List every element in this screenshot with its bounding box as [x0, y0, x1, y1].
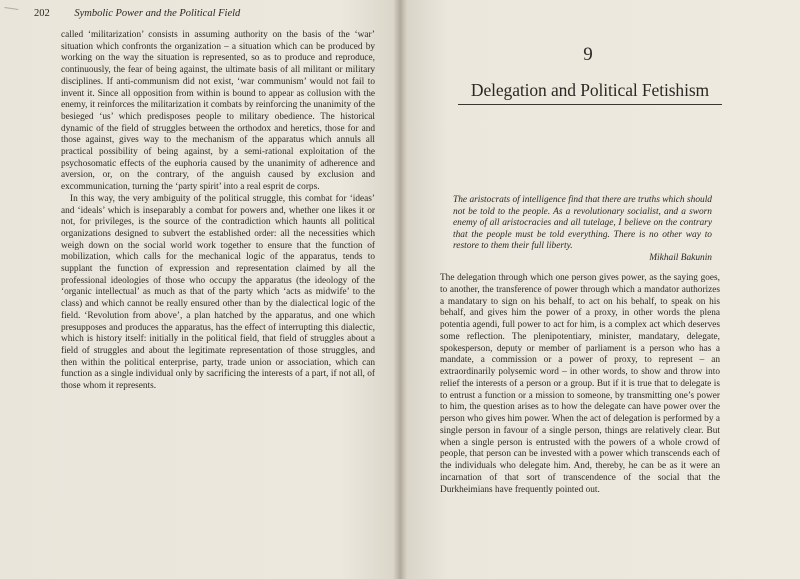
running-title: Symbolic Power and the Political Field: [74, 8, 241, 19]
paragraph: called ‘militarization’ consists in assuming authority on the basis of the ‘war’ situation which confronts the organization – a situation which can be produced by working on the way the situation is represented, so as to produce and reproduce, continuously, the fear of being against, the ultimate basis of all militant or military disciplines. If anti-communism did not exist, ‘war communism’ would not fail to invent it. Since all opposition from within is bound to appear as collusion with the enemy, it reinforces the militarization it combats by reinforcing the unanimity of the besieged ‘us’ which predisposes people to military obedience. The historical dynamic of the field of struggles between the orthodox and heretics, those for and those against, gives way to the mechanism of the apparatus which annuls all practical possibility of being against, by a semi-rational exploitation of the psychosomatic effects of the euphoria caused by the unanimity of adherence and aversion, or, on the contrary, of the anguish caused by exclusion and excommunication, turning the ‘party spirit’ into a real esprit de corps.: [61, 30, 375, 193]
epigraph: [453, 195, 712, 265]
left-body-text: [61, 30, 375, 393]
paragraph: The delegation through which one person gives power, as the saying goes, to another, the transference of power through which a mandator authorizes a mandatary to sign on his behalf, to act on his behalf, to speak on his behalf, and gives him the power of a proxy, in other words the plena potentia agendi, full power to act for him, is a complex act which deserves some reflection. The plenipotentiary, minister, mandatary, delegate, spokesperson, deputy or member of parliament is a person who has a mandate, a commission or a power of proxy, to represent – an extraordinarily polysemic word – in other words, to show and throw into relief the interests of a person or a group. But if it is true that to delegate is to entrust a function or a mission to someone, by transmitting one’s power to him, the question arises as to how the delegate can have power over the person who gives him power. When the act of delegation is performed by a single person in favour of a single person, things are relatively clear. But when a single person is entrusted with the powers of a whole crowd of people, that person can be invested with a power which transcends each of the individuals who delegate him. And, thereby, he can be as it were an incarnation of that sort of transcendence of the social that the Durkheimians have frequently pointed out.: [440, 273, 720, 495]
chapter-number: 9: [583, 44, 593, 65]
epigraph-text: The aristocrats of intelligence find that there are truths which should not be told to the people. As a revolutionary socialist, and a sworn enemy of all aristocracies and all tutelage, I believe on the contrary that the people must be told everything. There is no other way to restore to them their full liberty.: [453, 195, 712, 252]
book-gutter: [393, 0, 407, 579]
chapter-title-rule: [458, 104, 722, 105]
left-running-head: [34, 8, 374, 19]
right-body-text: [440, 273, 720, 496]
epigraph-attribution: Mikhail Bakunin: [649, 252, 712, 263]
page-number: 202: [34, 8, 50, 19]
pencil-mark: [4, 7, 19, 16]
chapter-title: Delegation and Political Fetishism: [470, 80, 710, 100]
paragraph: In this way, the very ambiguity of the political struggle, this combat for ‘ideas’ and ‘ideals’ which is inseparably a combat for powers and, whether one likes it or not, for privileges, is the source of the contradiction which haunts all political organizations designed to subvert the established order: all the necessities which weigh down on the social world work together to ensure that the function of mobilization, which calls for the mechanical logic of the apparatus, tends to supplant the function of expression and representation claimed by all the professional ideologies of those who occupy the apparatus (the ideology of the ‘organic intellectual’ as much as that of the party which ‘acts as midwife’ to the class) and which cannot be really ensured other than by the dialectical logic of the field. ‘Revolution from above’, a plan hatched by the apparatus, and one which presupposes and produces the apparatus, has the effect of interrupting this dialectic, which is history itself: initially in the political field, that field of struggles about a field of struggles and about the legitimate representation of those struggles, and then within the political enterprise, party, trade union or association, which can function as a single individual only by sacrificing the interests of a part, if not all, of those whom it represents.: [61, 193, 375, 392]
